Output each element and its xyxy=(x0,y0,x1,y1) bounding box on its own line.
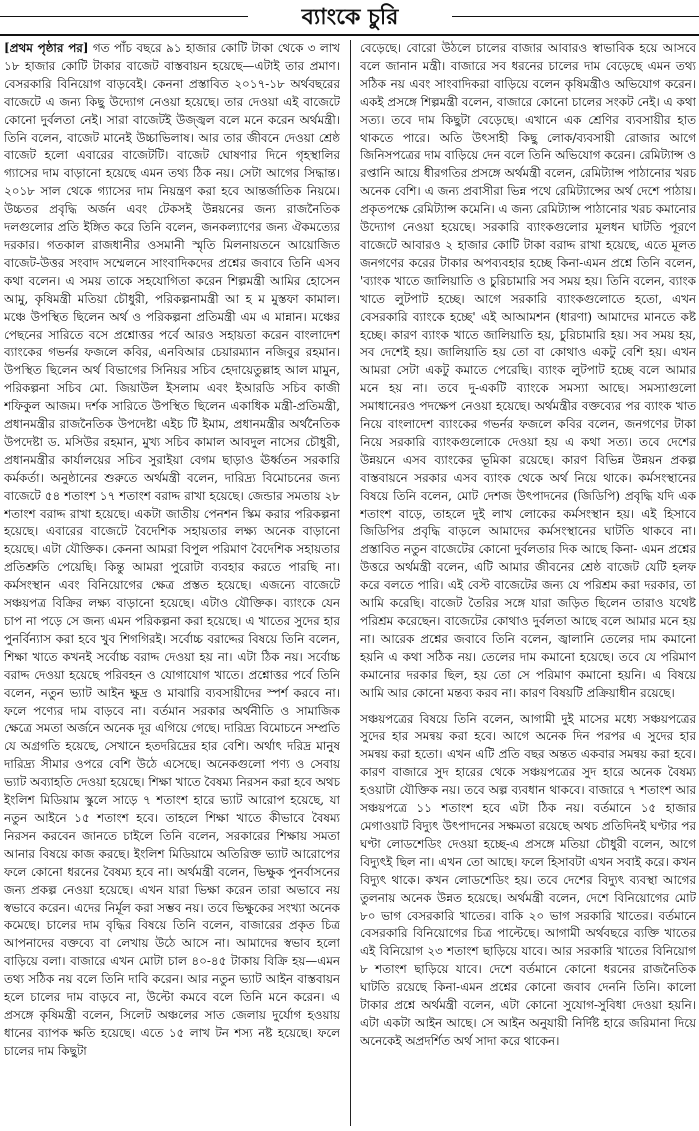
article-header xyxy=(0,0,699,36)
article-headline: ব্যাংকে চুরি xyxy=(250,2,450,32)
header-rule-left xyxy=(0,16,248,17)
header-rule-right xyxy=(452,16,699,17)
left-paragraph xyxy=(4,40,340,1061)
article-column-right xyxy=(360,40,696,1126)
column-divider xyxy=(350,40,351,1126)
right-paragraph-1: বেড়েছে। বোরো উঠলে চালের বাজার আবারও স্বাভাবিক হয়ে আসবে বলে জানান মন্ত্রী। বাজারে সব ধরনের চালের দাম বেড়েছে এমন তথ্য সঠিক নয় এবং সাংবাদিকরা বাড়িয়ে বলেন কৃষিমন্ত্রীও অভিযোগ করেন। একই প্রসঙ্গে শিল্পমন্ত্রী বলেন, বাজারে কোনো চালের সংকট নেই। এ কথা সত্য। তবে দাম কিছুটা বেড়েছে। এখানে এক শ্রেণির ব্যবসায়ীর হাত থাকতে পারে। অতি উৎসাহী কিছু লোক/ব্যবসায়ী রোজার আগে জিনিসপত্রের দাম বাড়িয়ে দেন বলে তিনি অভিযোগ করেন। রেমিট্যান্স ও রপ্তানি আয়ে ধীরগতির প্রসঙ্গে অর্থমন্ত্রী বলেন, রেমিট্যান্স পাঠানোর খরচ অনেক বেশি। এ জন্য প্রবাসীরা ভিন্ন পথে রেমিট্যান্সের অর্থ দেশে পাঠায়। প্রকৃতপক্ষে রেমিট্যান্স কমেনি। এ জন্য রেমিট্যান্স পাঠানোর খরচ কমানোর উদ্যোগ নেওয়া হয়েছে। সরকারি ব্যাংকগুলোর মূলধন ঘাটতি পূরণে বাজেটে আবারও ২ হাজার কোটি টাকা বরাদ্দ রাখা হয়েছে, এতে মূলত জনগণের করের টাকার অপব্যবহার হচ্ছে কিনা-এমন প্রশ্নে তিনি বলেন, 'ব্যাংক খাতে জালিয়াতি ও চুরিচামারি সব সময় হয়। তিনি বলেন, ব্যাংক খাতে লুটপাট হচ্ছে। আগে সরকারি ব্যাংকগুলোতে হতো, এখন বেসরকারি ব্যাংকে হচ্ছে' এই আআমশন (ধারণা) আমাদের মানতে কষ্ট হচ্ছে। কারণ ব্যাংক খাতে জালিয়াতি হয়, চুরিচামারি হয়। সব সময় হয়, সব দেশেই হয়। জালিয়াতি হয় তো বা কোথাও একটু বেশি হয়। এখন আমরা সেটা একটু কমাতে পেরেছি। ব্যাংক লুটপাট হচ্ছে বলে আমার মনে হয় না। তবে দু-একটি ব্যাংকে সমস্যা আছে। সমস্যাগুলো সমাধানেরও পদক্ষেপ নেওয়া হয়েছে। অর্থমন্ত্রীর বক্তব্যের পর ব্যাংক খাত নিয়ে বাংলাদেশ ব্যাংকের গভর্নর ফজলে কবির বলেন, জনগণের টাকা নিয়ে সরকারি ব্যাংকগুলোকে দেওয়া হয় এ কথা সত্য। তবে দেশের উন্নয়নে এসব ব্যাংকের ভূমিকা রয়েছে। কারণ বিভিন্ন উন্নয়ন প্রকল্প বাস্তবায়নে সরকার এসব ব্যাংক থেকে অর্থ নিয়ে থাকে। কর্মসংস্থানের বিষয়ে তিনি বলেন, মোট দেশজ উৎপাদনের (জিডিপি) প্রবৃদ্ধি যদি এক শতাংশ বাড়ে, তাহলে দুই লাখ লোকের কর্মসংস্থান হয়। এই হিসাবে জিডিপির প্রবৃদ্ধি বাড়লে আমাদের কর্মসংস্থানের ঘাটতি থাকবে না। প্রস্তাবিত নতুন বাজেটের কোনো দুর্বলতার দিক আছে কিনা- এমন প্রশ্নের উত্তরে অর্থমন্ত্রী বলেন, এটি আমার জীবনের শ্রেষ্ঠ বাজেট যেটি হলফ করে বলতে পারি। এই বেস্ট বাজেটের জন্য যে পরিশ্রম করা দরকার, তা আমি করেছি। বাজেট তৈরির সঙ্গে যারা জড়িত ছিলেন তারাও যথেষ্ট পরিশ্রম করেছেন। বাজেটের কোথাও দুর্বলতা আছে বলে আমার মনে হয় না। আরেক প্রশ্নের জবাবে তিনি বলেন, জ্বালানি তেলের দাম কমানো হয়নি এ কথা সঠিক নয়। তেলের দাম কমানো হয়েছে। তবে যে পরিমাণ কমানোর দরকার ছিল, হয় তো সে পরিমাণ কমানো হয়নি। এ বিষয়ে আমি আর কোনো মন্তব্য করব না। কারণ বিষয়টি প্রক্রিয়াধীন রয়েছে। xyxy=(360,41,696,700)
article-column-left xyxy=(4,40,340,1126)
continuation-label: [প্রথম পৃষ্ঠার পর] xyxy=(4,41,89,55)
right-paragraph-2: সঞ্চয়পত্রের বিষয়ে তিনি বলেন, আগামী দুই মাসের মধ্যে সঞ্চয়পত্রের সুদের হার সমন্বয় করা হবে। আগে অনেক দিন পরপর এ সুদের হার সমন্বয় করা হতো। এখন এটি প্রতি বছর অন্তত একবার সমন্বয় করা হবে। কারণ বাজারে সুদ হারের থেকে সঞ্চয়পত্রের সুদ হারে অনেক বৈষম্য হওয়াটা যৌক্তিক নয়। তবে অল্প ব্যবধান থাকবে। বাজারে ৭ শতাংশ আর সঞ্চয়পত্রে ১১ শতাংশ হবে এটা ঠিক নয়। বর্তমানে ১৫ হাজার মেগাওয়াট বিদ্যুৎ উৎপাদনের সক্ষমতা রয়েছে অথচ প্রতিদিনই ঘণ্টার পর ঘণ্টা লোডশেডিং দেওয়া হচ্ছে-এ প্রসঙ্গে মতিয়া চৌধুরী বলেন, আগে বিদ্যুৎই ছিল না। এখন তো আছে। ফলে হিসাবটা এখন সবাই করে। কখন বিদ্যুৎ থাকে। কখন লোডশেডিং হয়। তবে দেশের বিদ্যুৎ ব্যবস্থা আগের তুলনায় অনেক উন্নত হয়েছে। অর্থমন্ত্রী বলেন, দেশে বিনিয়োগের মোট ৮০ ভাগ বেসরকারি খাতের। বাকি ২০ ভাগ সরকারি খাতের। বর্তমানে বেসরকারি বিনিয়োগের চিত্র পাল্টেছে। আগামী অর্থবছরে ব্যক্তি খাতের এই বিনিয়োগ ২৩ শতাংশ ছাড়িয়ে যাবে। আর সরকারি খাতের বিনিয়োগ ৮ শতাংশ ছাড়িয়ে যাবে। দেশে বর্তমানে কোনো ধরনের রাজনৈতিক ঘাটতি রয়েছে কিনা-এমন প্রশ্নের কোনো জবাব দেননি তিনি। কালো টাকার প্রশ্নে অর্থমন্ত্রী বলেন, এটা কোনো সুযোগ-সুবিধা দেওয়া হয়নি। এটা একটা আইন আছে। সে আইন অনুযায়ী নির্দিষ্ট হারে জরিমানা দিয়ে অনেকেই অপ্রদর্শিত অর্থ সাদা করে থাকেন। xyxy=(360,711,696,1048)
left-body-text: গত পাঁচ বছরে ৯১ হাজার কোটি টাকা থেকে ৩ লাখ ১৮ হাজার কোটি টাকার বাজেট বাস্তবায়ন হয়েছে—এটাই তার প্রমাণ। বেসরকারি বিনিয়োগ বাড়বেই। কেননা প্রস্তাবিত ২০১৭-১৮ অর্থবছরের বাজেটে এ জন্য কিছু উদ্যোগ নেওয়া হয়েছে। তার দেওয়া এই বাজেটে কোনো দুর্বলতা নেই। সারা বাজেটই উজ্জ্বল বলে মনে করেন অর্থমন্ত্রী। তিনি বলেন, বাজেট মানেই উচ্চাভিলাষ। আর তার জীবনে দেওয়া শ্রেষ্ঠ বাজেট হলো এবারের বাজেটটি। বাজেট ঘোষণার দিনে গৃহস্থালির গ্যাসের দাম বাড়ানো হয়েছে এমন তথ্য ঠিক নয়। সেটা আগের সিদ্ধান্ত। ২০১৮ সাল থেকে গ্যাসের দাম নিয়ন্ত্রণ করা হবে আন্তর্জাতিক নিয়মে। উচ্চতর প্রবৃদ্ধি অর্জন এবং টেকসই উন্নয়নের জন্য রাজনৈতিক দলগুলোর প্রতি ইঙ্গিত করে তিনি বলেন, জনকল্যাণের জন্য ঐকমত্যের দরকার। গতকাল রাজধানীর ওসমানী স্মৃতি মিলনায়তনে আয়োজিত বাজেট-উত্তর সংবাদ সম্মেলনে সাংবাদিকদের প্রশ্নের জবাবে তিনি এসব কথা বলেন। এ সময় তাকে সহযোগিতা করেন শিল্পমন্ত্রী আমির হোসেন আমু, কৃষিমন্ত্রী মতিয়া চৌধুরী, পরিকল্পনামন্ত্রী আ হ ম মুস্তফা কামাল। মঞ্চে উপস্থিত ছিলেন অর্থ ও পরিকল্পনা প্রতিমন্ত্রী এম এ মান্নান। মঞ্চের পেছনের সারিতে বসে প্রশ্নোত্তর পর্বে আরও সহায়তা করেন বাংলাদেশ ব্যাংকের গভর্নর ফজলে কবির, এনবিআর চেয়ারম্যান নজিবুর রহমান। উপস্থিত ছিলেন অর্থ বিভাগের সিনিয়র সচিব হেদায়েতুল্লাহ আল মামুন, পরিকল্পনা সচিব মো. জিয়াউল ইসলাম এবং ইআরডি সচিব কাজী শফিকুল আজম। দর্শক সারিতে উপস্থিত ছিলেন একাধিক মন্ত্রী-প্রতিমন্ত্রী, প্রধানমন্ত্রীর রাজনৈতিক উপদেষ্টা এইচ টি ইমাম, প্রধানমন্ত্রীর অর্থনৈতিক উপদেষ্টা ড. মসিউর রহমান, মুখ্য সচিব কামাল আবদুল নাসের চৌধুরী, প্রধানমন্ত্রীর কার্যালয়ের সচিব সুরাইয়া বেগম ছাড়াও ঊর্ধ্বতন সরকারি কর্মকর্তা। অনুষ্ঠানের শুরুতে অর্থমন্ত্রী বলেন, দারিদ্র্য বিমোচনের জন্য বাজেটে ৫৪ শতাংশ ১৭ শতাংশ বরাদ্দ রাখা হয়েছে। জেন্ডার সমতায় ২৮ শতাংশ বরাদ্দ রাখা হয়েছে। একটা জাতীয় পেনশন স্কিম করার পরিকল্পনা হয়েছে। এবারের বাজেটে বৈদেশিক সহায়তার লক্ষ্য অনেক বাড়ানো হয়েছে। এটা যৌক্তিক। কেননা আমরা বিপুল পরিমাণ বৈদেশিক সহায়তার প্রতিশ্রুতি পেয়েছি। কিন্তু আমরা পুরোটা ব্যবহার করতে পারছি না। কর্মসংস্থান এবং বিনিয়োগের ক্ষেত্র প্রস্তত হয়েছে। এজন্যে বাজেটে সঞ্চয়পত্র বিক্রির লক্ষ্য বাড়ানো হয়েছে। এটাও যৌক্তিক। ব্যাংকে যেন চাপ না পড়ে সে জন্য এমন পরিকল্পনা করা হয়েছে। এ খাতের সুদের হার পুনর্বিন্যাস করা হবে খুব শিগগিরই। সর্বোচ্চ বরাদ্দের বিষয়ে তিনি বলেন, শিক্ষা খাতে কখনই সর্বোচ্চ বরাদ্দ দেওয়া হয় না। এটা ঠিক নয়। সর্বোচ্চ বরাদ্দ দেওয়া হয়েছে পরিবহন ও যোগাযোগ খাতে। প্রশ্নোত্তর পর্বে তিনি বলেন, নতুন ভ্যাট আইন ক্ষুদ্র ও মাঝারি ব্যবসায়ীদের স্পর্শ করবে না। ফলে পণ্যের দাম বাড়বে না। বর্তমান সরকার অর্থনীতি ও সামাজিক ক্ষেত্রে সমতা অর্জনে অনেক দূর এগিয়ে গেছে। দারিদ্র্য বিমোচনে সম্প্রতি যে অগ্রগতি হয়েছে, সেখানে হতদরিদ্রের হার বেশি। অর্থাৎ দরিদ্র মানুষ দারিদ্র্য সীমার ওপরে বেশি উঠে এসেছে। অনেকগুলো পণ্য ও সেবায় ভ্যাট অব্যাহতি দেওয়া হয়েছে। শিক্ষা খাতে বৈষম্য নিরসন করা হবে অথচ ইংলিশ মিডিয়াম স্কুলে সাড়ে ৭ শতাংশ হারে ভ্যাট আরোপ হয়েছে, যা নতুন আইনে ১৫ শতাংশ হবে। তাহলে শিক্ষা খাতে কীভাবে বৈষম্য নিরসন করবেন জানতে চাইলে তিনি বলেন, সরকারের শিক্ষায় সমতা আনার বিষয়ে কাজ করছে। ইংলিশ মিডিয়ামে অতিরিক্ত ভ্যাট আরোপের ফলে কোনো ধরনের বৈষম্য হবে না। অর্থমন্ত্রী বলেন, ভিক্ষুক পুনর্বাসনের জন্য প্রকল্প নেওয়া হয়েছে। এখন যারা ভিক্ষা করেন তারা অভাবে নয় স্বভাবে করেন। এদের নির্মূল করা সম্ভব নয়। তবে ভিক্ষুকের সংখ্যা অনেক কমেছে। চালের দাম বৃদ্ধির বিষয়ে তিনি বলেন, বাজারের প্রকৃত চিত্র আপনাদের বক্তব্যে বা লেখায় উঠে আসে না। আমাদের স্বভাব হলো বাড়িয়ে বলা। বাজারে এখন মোটা চাল ৪০-৪৫ টাকায় বিক্রি হয়—এমন তথ্য সঠিক নয় বলে তিনি দাবি করেন। আর নতুন ভ্যাট আইন বাস্তবায়ন হলে চালের দাম বাড়বে না, উল্টো কমবে বলে তিনি মনে করেন। এ প্রসঙ্গে কৃষিমন্ত্রী বলেন, সিলেট অঞ্চলের সাত জেলায় দুর্যোগ হওয়ায় ধানের ব্যাপক ক্ষতি হয়েছে। এতে ১৫ লাখ টন শস্য নষ্ট হয়েছে। ফলে চালের দাম কিছুটা xyxy=(4,41,340,1058)
